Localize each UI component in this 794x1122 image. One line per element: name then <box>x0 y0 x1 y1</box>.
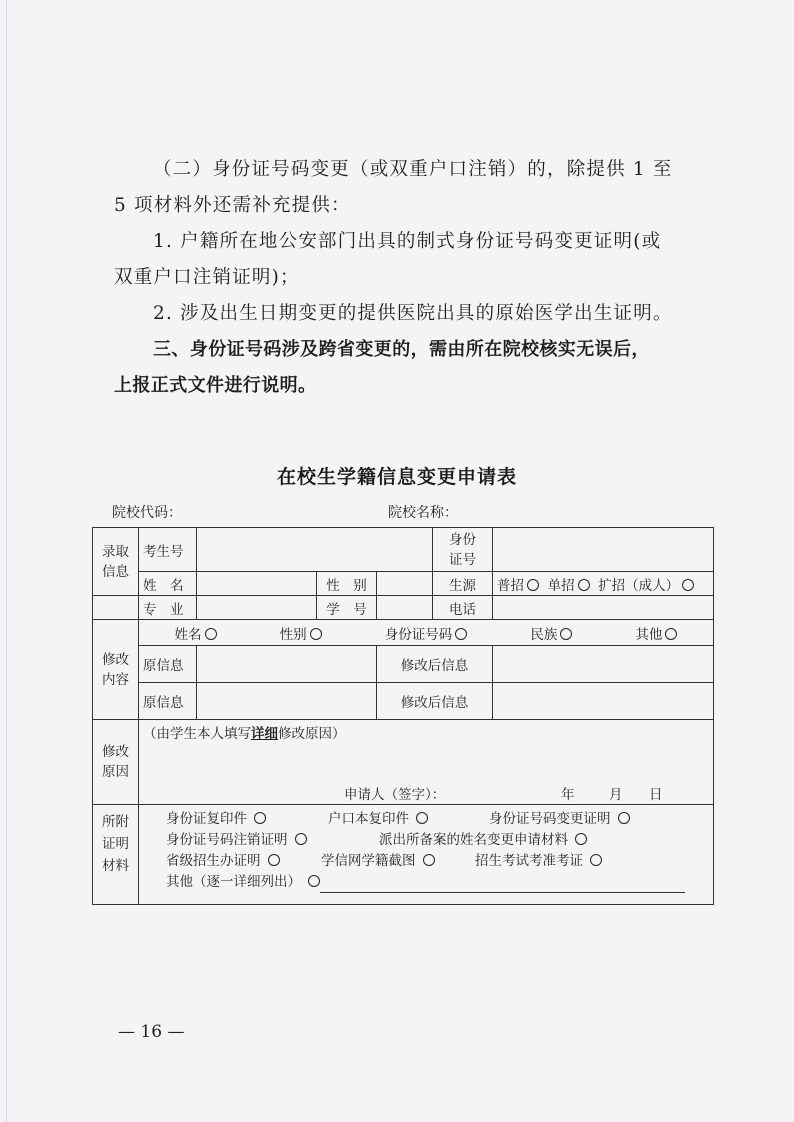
exam-no-label: 考生号 <box>139 528 197 572</box>
radio-circle-icon <box>665 628 677 640</box>
material-id-change-cert[interactable]: 身份证号码变更证明 <box>489 809 630 830</box>
id-no-label: 身份证号 <box>433 528 493 572</box>
source-label: 生源 <box>433 572 493 596</box>
paragraph-item-2: 2. 涉及出生日期变更的提供医院出具的原始医学出生证明。 <box>153 303 673 324</box>
radio-circle-icon <box>527 579 539 591</box>
original-info-field-1[interactable] <box>197 646 377 683</box>
major-field[interactable] <box>197 596 317 620</box>
student-no-field[interactable] <box>377 596 433 620</box>
gender-label: 性 别 <box>317 572 377 596</box>
modified-info-label-1: 修改后信息 <box>377 646 493 683</box>
radio-circle-icon <box>310 628 322 640</box>
modify-option-other[interactable]: 其他 <box>635 623 677 643</box>
material-name-change-docs[interactable]: 派出所备案的姓名变更申请材料 <box>379 830 587 851</box>
exam-no-field[interactable] <box>197 528 433 572</box>
gender-field[interactable] <box>377 572 433 596</box>
application-form-table <box>92 527 714 905</box>
reason-section-label: 修改原因 <box>93 720 139 805</box>
materials-section-label: 所附证明材料 <box>93 805 139 905</box>
page-edge <box>6 0 7 1122</box>
material-hukou-copy[interactable]: 户口本复印件 <box>328 809 428 830</box>
student-no-label: 学 号 <box>317 596 377 620</box>
source-options <box>493 572 714 596</box>
source-option-expanded[interactable]: 扩招（成人） <box>598 578 694 594</box>
original-info-label-2: 原信息 <box>139 683 197 720</box>
body-text <box>114 152 699 404</box>
paragraph-3-heading: 三、身份证号码涉及跨省变更的，需由所在院校核实无误后， <box>153 339 650 360</box>
radio-circle-icon <box>575 833 587 845</box>
modify-option-ethnicity[interactable]: 民族 <box>530 623 572 643</box>
radio-circle-icon <box>560 628 572 640</box>
modified-info-field-1[interactable] <box>493 646 714 683</box>
reason-hint: （由学生本人填写详细修改原因） <box>143 726 346 742</box>
paragraph-item-1-cont: 双重户口注销证明)； <box>114 267 300 288</box>
admission-section-label: 录取信息 <box>93 528 139 596</box>
modified-info-field-2[interactable] <box>493 683 714 720</box>
form-title: 在校生学籍信息变更申请表 <box>276 466 517 488</box>
paragraph-3-cont: 上报正式文件进行说明。 <box>114 375 317 396</box>
modify-option-gender[interactable]: 性别 <box>280 623 322 643</box>
radio-circle-icon <box>308 875 320 887</box>
applicant-signature-label: 申请人（签字）： <box>344 787 446 803</box>
material-other[interactable]: 其他（逐一详细列出） <box>166 872 685 893</box>
page-number: — 16 — <box>118 1022 185 1042</box>
source-option-regular[interactable]: 普招 <box>497 578 539 594</box>
radio-circle-icon <box>205 628 217 640</box>
date-year-label: 年 <box>561 787 575 803</box>
phone-field[interactable] <box>493 596 714 620</box>
radio-circle-icon <box>590 854 602 866</box>
paragraph-2-cont: 5 项材料外还需补充提供： <box>114 195 351 216</box>
phone-label: 电话 <box>433 596 493 620</box>
modify-option-name[interactable]: 姓名 <box>175 623 217 643</box>
school-name-label: 院校名称： <box>388 505 458 521</box>
paragraph-item-1: 1. 户籍所在地公安部门出具的制式身份证号码变更证明(或 <box>153 231 662 252</box>
source-option-single[interactable]: 单招 <box>548 578 590 594</box>
radio-circle-icon <box>268 854 280 866</box>
radio-circle-icon <box>455 628 467 640</box>
empty-section-cell <box>93 596 139 620</box>
paragraph-2-heading: （二）身份证号码变更（或双重户口注销）的，除提供 1 至 <box>153 159 673 180</box>
reason-field[interactable] <box>139 720 714 805</box>
modify-option-id-no[interactable]: 身份证号码 <box>385 623 468 643</box>
material-exam-admission-ticket[interactable]: 招生考试考准考证 <box>475 851 602 872</box>
modify-options <box>139 620 714 646</box>
material-provincial-cert[interactable]: 省级招生办证明 <box>166 851 280 872</box>
name-label: 姓 名 <box>139 572 197 596</box>
material-id-copy[interactable]: 身份证复印件 <box>166 809 266 830</box>
materials-list <box>139 805 714 905</box>
radio-circle-icon <box>682 579 694 591</box>
radio-circle-icon <box>578 579 590 591</box>
material-chsi-screenshot[interactable]: 学信网学籍截图 <box>321 851 435 872</box>
other-materials-field[interactable] <box>320 878 685 893</box>
school-code-label: 院校代码： <box>112 505 182 521</box>
id-no-field[interactable] <box>493 528 714 572</box>
radio-circle-icon <box>295 833 307 845</box>
original-info-label-1: 原信息 <box>139 646 197 683</box>
date-day-label: 日 <box>649 787 663 803</box>
radio-circle-icon <box>416 812 428 824</box>
radio-circle-icon <box>254 812 266 824</box>
material-id-cancel-cert[interactable]: 身份证号码注销证明 <box>166 830 307 851</box>
radio-circle-icon <box>423 854 435 866</box>
modified-info-label-2: 修改后信息 <box>377 683 493 720</box>
name-field[interactable] <box>197 572 317 596</box>
date-month-label: 月 <box>609 787 623 803</box>
major-label: 专 业 <box>139 596 197 620</box>
original-info-field-2[interactable] <box>197 683 377 720</box>
radio-circle-icon <box>618 812 630 824</box>
modify-section-label: 修改内容 <box>93 620 139 720</box>
